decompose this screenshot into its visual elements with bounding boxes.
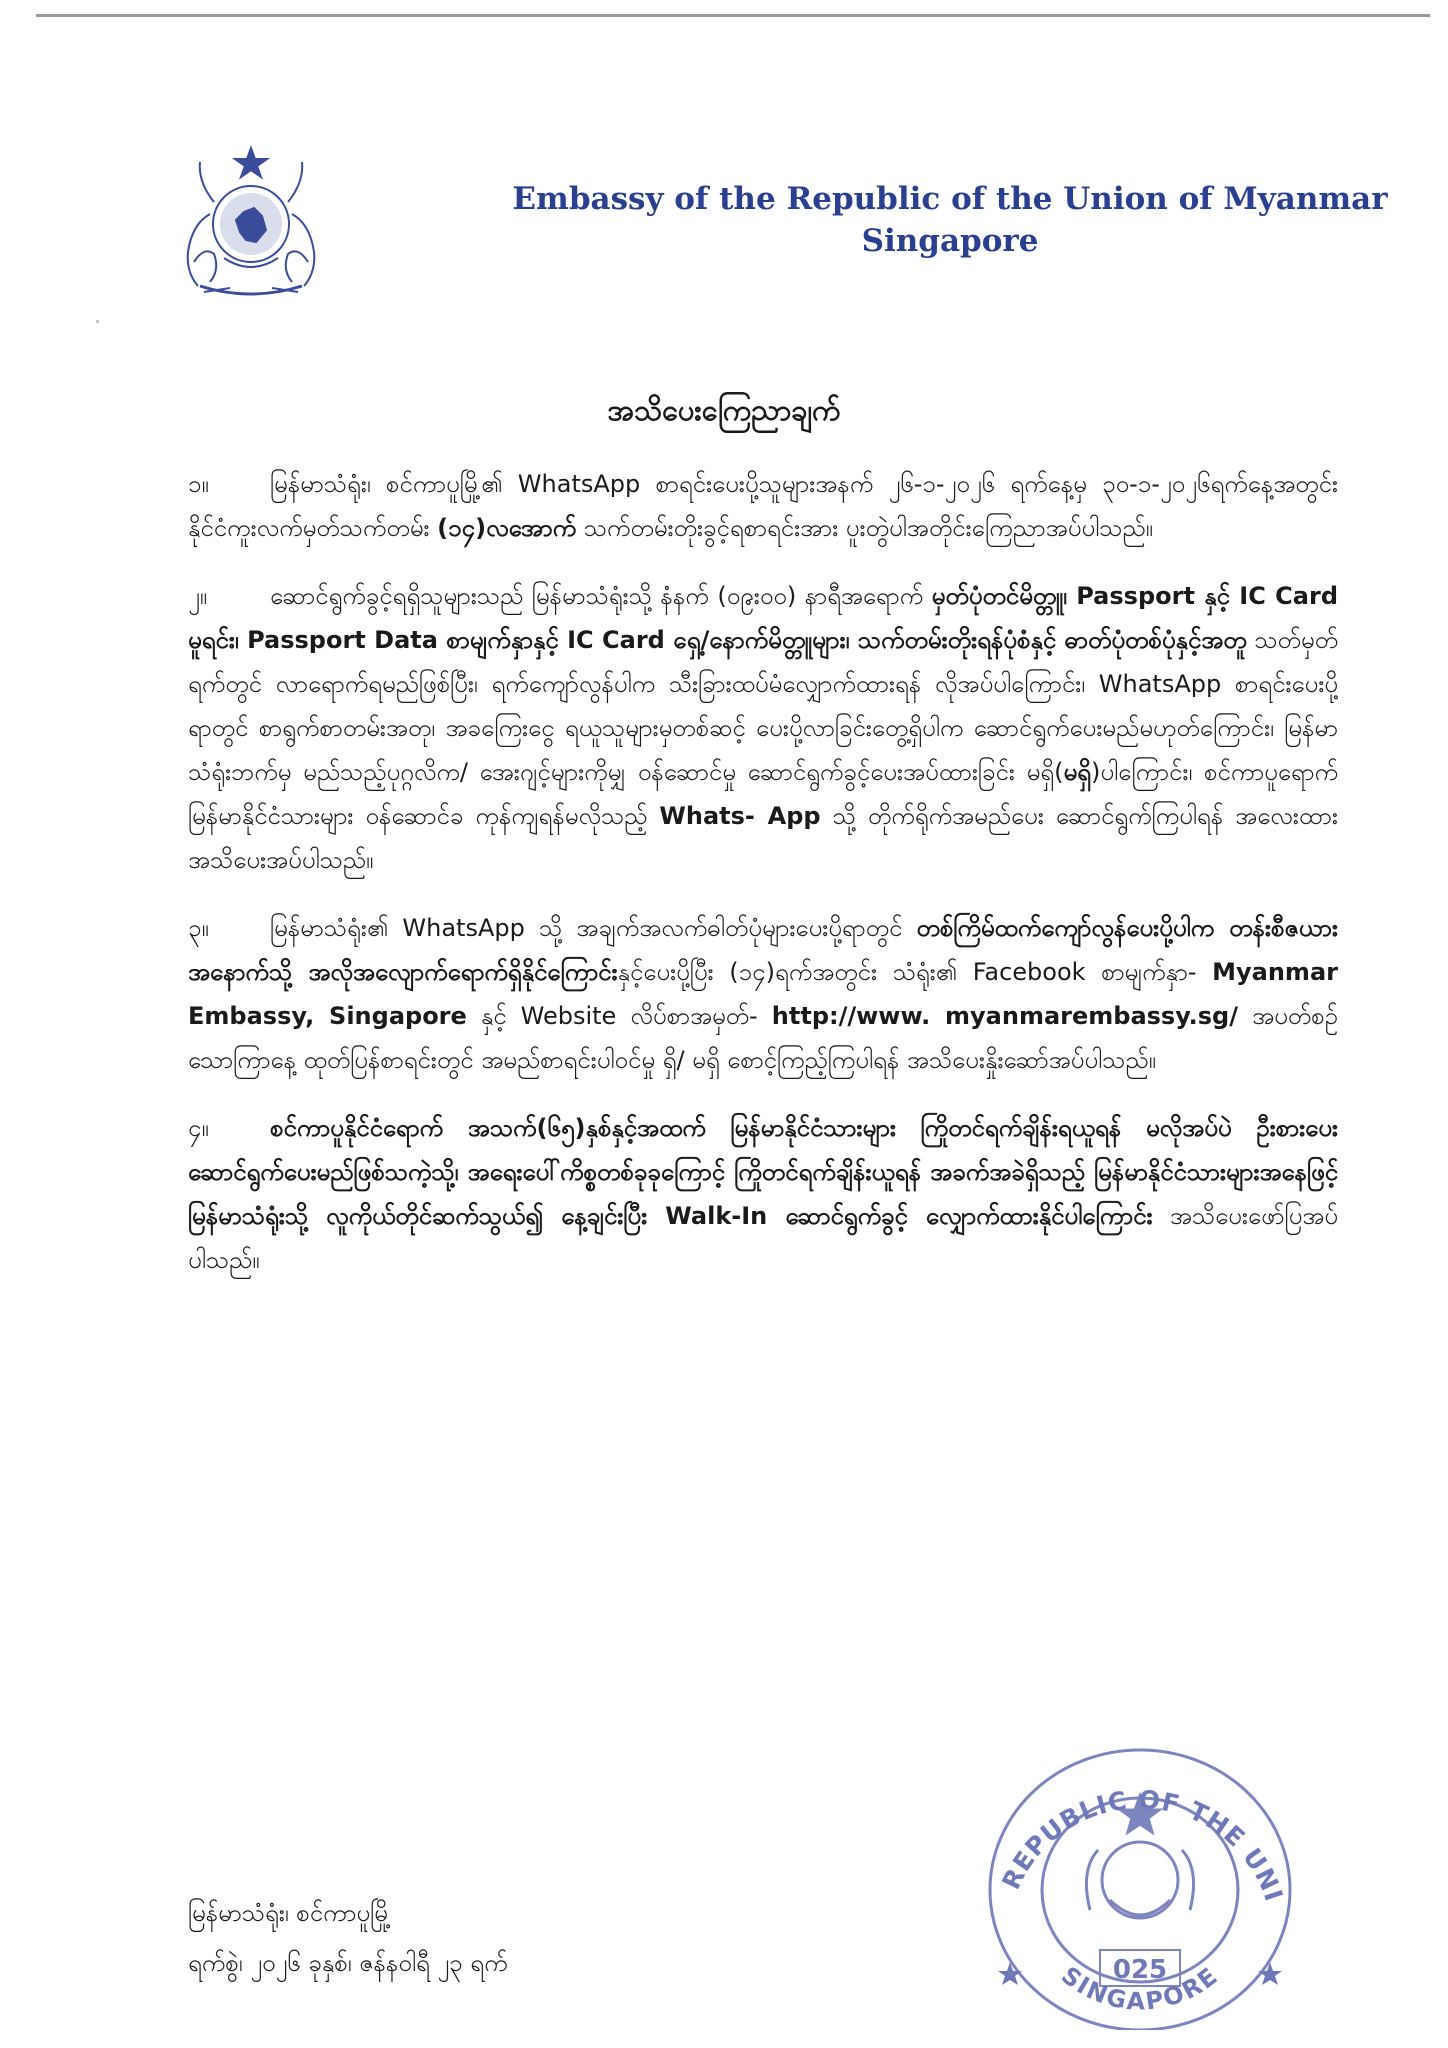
signature-office: မြန်မာသံရုံး၊ စင်ကာပူမြို့ — [188, 1899, 392, 1927]
embassy-name-line1: Embassy of the Republic of the Union of Myanmar — [512, 181, 1388, 217]
paragraph-text: ဆောင်ရွက်ခွင့်ရရှိသူများသည် မြန်မာသံရုံးသို့ နံနက် (၀၉း၀၀) နာရီအရောက် — [270, 582, 932, 610]
paragraph-bold-text: စင်ကာပူနိုင်ငံရောက် အသက်(၆၅)နှစ်နှင့်အထက် မြန်မာနိုင်ငံသားများ ကြိုတင်ရက်ချိန်းရယူရန် မလိုအပ်ပဲ ဦးစားပေးဆောင်ရွက်ပေးမည်ဖြစ်သကဲ့သို့၊ အရေးပေါ်ကိစ္စတစ်ခုခုကြောင့် ကြိုတင်ရက်ချိန်းယူရန် အခက်အခဲရှိသည့် မြန်မာနိုင်ငံသားများအနေဖြင့် မြန်မာသံရုံးသို့ လူကိုယ်တိုင်ဆက်သွယ်၍ နေ့ချင်းပြီး Walk-In ဆောင်ရွက်ခွင့် လျှောက်ထားနိုင်ပါကြောင်း — [188, 1114, 1338, 1230]
paragraph-bold-text: Whats- App — [659, 802, 821, 830]
paragraph-text: သက်တမ်းတိုးခွင့်ရစာရင်းအား ပူးတွဲပါအတိုင်းကြေညာအပ်ပါသည်။ — [576, 514, 1153, 542]
paragraph-text: )ပါကြောင်း၊ စင်ကာပူရောက် မြန်မာနိုင်ငံသားများ ဝန်ဆောင်ခ ကုန်ကျရန်မလိုသည့် — [188, 758, 1338, 830]
paragraph-number: ၂။ — [188, 582, 208, 610]
embassy-header — [510, 178, 1390, 262]
announcement-paragraph — [188, 1106, 1338, 1282]
embassy-seal-stamp — [960, 1700, 1320, 2030]
paragraph-bold-text: မရှိ — [1063, 758, 1091, 786]
paragraph-bold-text: မှတ်ပုံတင်မိတ္တူ၊ Passport နှင့် IC Card မူရင်း၊ Passport Data စာမျက်နှာနှင့် IC Card ရှေ့/နောက်မိတ္တူများ၊ သက်တမ်းတိုးရန်ပုံစံနှင့် ဓာတ်ပုံတစ်ပုံနှင့်အတူ — [188, 582, 1339, 654]
paragraph-number: ၁။ — [188, 470, 209, 498]
seal-ring-text-top: REPUBLIC OF THE UNI — [996, 1784, 1289, 1906]
state-emblem-icon — [170, 142, 332, 304]
announcement-paragraph — [188, 906, 1338, 1082]
paragraph-text: နှင့်ပေးပို့ပြီး (၁၄)ရက်အတွင်း သံရုံး၏ Facebook စာမျက်နှာ- — [617, 958, 1213, 986]
paragraph-text: နှင့် Website လိပ်စာအမှတ်- — [466, 1002, 772, 1030]
announcement-paragraph — [188, 462, 1338, 550]
scan-speck — [96, 320, 99, 323]
signature-block — [188, 1888, 508, 1988]
paragraph-text: အပတ်စဉ် သောကြာနေ့ ထုတ်ပြန်စာရင်းတွင် အမည်စာရင်းပါဝင်မှု ရှိ/ မရှိ စောင့်ကြည့်ကြပါရန် အသိပေးနှိုးဆော်အပ်ပါသည်။ — [188, 1002, 1338, 1074]
announcement-body — [188, 462, 1338, 1306]
paragraph-number: ၄။ — [188, 1114, 209, 1142]
paragraph-text: အသိပေးဖော်ပြအပ်ပါသည်။ — [188, 1202, 1338, 1274]
seal-ring-text-bottom: SINGAPORE — [1056, 1961, 1224, 2016]
seal-number: 025 — [1112, 1955, 1168, 1985]
paragraph-bold-text: Myanmar Embassy, Singapore — [188, 958, 1338, 1030]
paragraph-text: သတ်မှတ်ရက်တွင် လာရောက်ရမည်ဖြစ်ပြီး၊ ရက်ကျော်လွန်ပါက သီးခြားထပ်မံလျှောက်ထားရန် လိုအပ်ပါကြောင်း၊ WhatsApp စာရင်းပေးပို့ရာတွင် စာရွက်စာတမ်းအတု၊ အခကြေးငွေ ရယူသူများမှတစ်ဆင့် ပေးပို့လာခြင်းတွေ့ရှိပါက ဆောင်ရွက်ပေးမည်မဟုတ်ကြောင်း၊ မြန်မာသံရုံးဘက်မှ မည်သည့်ပုဂ္ဂလိက/ အေးဂျင့်များကိုမျှ ဝန်ဆောင်မှု ဆောင်ရွက်ခွင့်ပေးအပ်ထားခြင်း မရှိ( — [188, 626, 1338, 786]
paragraph-bold-text: တစ်ကြိမ်ထက်ကျော်လွန်ပေးပို့ပါက တန်းစီဇယားအနောက်သို့ အလိုအလျောက်ရောက်ရှိနိုင်ကြောင်း — [188, 914, 1338, 986]
embassy-name-line2: Singapore — [861, 223, 1039, 259]
svg-text:EMBASSY OF THE REPUBLIC OF THE — [960, 1700, 1289, 1905]
paragraph-bold-text: http://www. myanmarembassy.sg/ — [771, 1002, 1239, 1030]
paragraph-number: ၃။ — [188, 914, 209, 942]
paragraph-text: မြန်မာသံရုံး၊ စင်ကာပူမြို့၏ WhatsApp စာရင်းပေးပို့သူများအနက် ၂၆-၁-၂၀၂၆ ရက်နေ့မှ ၃၀-၁-၂၀၂၆ရက်နေ့အတွင်း နိုင်ငံကူးလက်မှတ်သက်တမ်း — [188, 470, 1338, 542]
paragraph-text: မြန်မာသံရုံး၏ WhatsApp သို့ အချက်အလက်ဓါတ်ပုံများပေးပို့ရာတွင် — [270, 914, 917, 942]
signature-date: ရက်စွဲ၊ ၂၀၂၆ ခုနှစ်၊ ဇန်နဝါရီ ၂၃ ရက် — [188, 1949, 508, 1977]
paragraph-bold-text: (၁၄)လအောက် — [437, 514, 577, 542]
document-title: အသိပေးကြေညာချက် — [607, 393, 841, 427]
paragraph-text: သို့ တိုက်ရိုက်အမည်ပေး ဆောင်ရွက်ကြပါရန် အလေးထား အသိပေးအပ်ပါသည်။ — [188, 802, 1338, 874]
top-rule — [36, 14, 1430, 17]
announcement-paragraph — [188, 574, 1338, 882]
